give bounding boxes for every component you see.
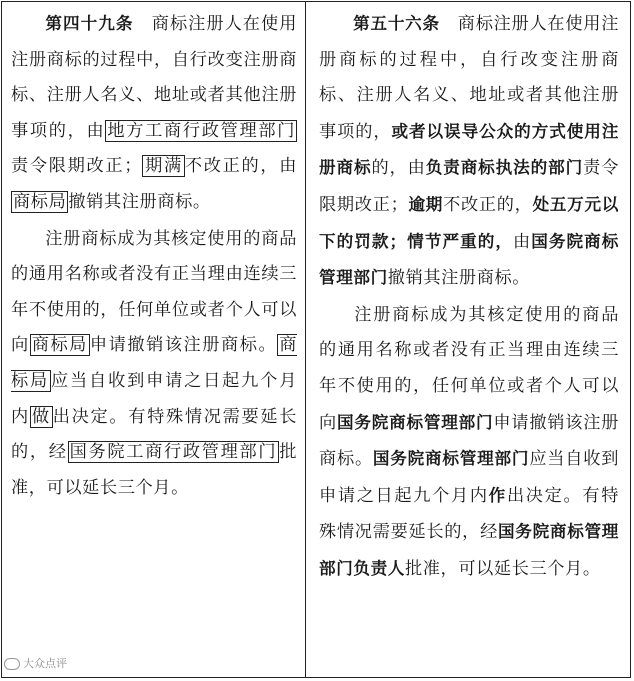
article-56-label: 第五十六条 (353, 14, 440, 33)
new-law-column (319, 6, 619, 588)
boxed-text: 做 (31, 406, 51, 427)
article-49-paragraph-1: 第四十九条 商标注册人在使用注册商标的过程中，自行改变注册商标、注册人名义、地址或者其他注册事项的，由 地方工商行政管理部门责令限期改正； 期满 不改正的，由商标局 撤销其注册商标。 (11, 14, 297, 212)
old-law-column (11, 6, 297, 506)
amended-text: 或者以误导公众的方式使用注册商标 (319, 121, 619, 178)
article-49-label: 第四十九条 (45, 14, 134, 33)
column-divider (305, 1, 306, 678)
article-56-paragraph-2: 注册商标成为其核定使用的商品的通用名称或者没有正当理由连续三年不使用的，任何单位或者个人可以向国务院商标管理部门申请撤销该注册商标。国务院商标管理部门应当自收到申请之日起九个月内作出决定。有特殊情况需要延长的，经国务院商标管理部门负责人批准，可以延长三个月。 (319, 304, 620, 579)
amended-text: 处五万元以下的罚款；情节严重的， (319, 194, 619, 251)
boxed-text: 商标局 (13, 191, 67, 212)
article-56-paragraph-1: 第五十六条 商标注册人在使用注册商标的过程中，自行改变注册商标、注册人名义、地址或者其他注册事项的，或者以误导公众的方式使用注册商标的，由负责商标执法的部门责令限期改正；逾期不改正的，处五万元以下的罚款；情节严重的，由国务院商标管理部门撤销其注册商标。 (319, 14, 619, 289)
article-49-paragraph-2: 注册商标成为其核定使用的商品的通用名称或者没有正当理由连续三年不使用的，任何单位或者个人可以向 商标局 申请撤销该注册商标。 商标局 应当自收到申请之日起九个月内 做 出决定。有特殊情况需要延长的，经 国务院工商行政管理部门 批准，可以延长三个月。 (11, 228, 297, 498)
boxed-text: 期满 (144, 156, 183, 177)
boxed-text: 商标局 (31, 335, 88, 356)
amended-text: 作 (488, 485, 507, 505)
boxed-text: 商标局 (11, 335, 297, 391)
amended-text: 负责商标执法的部门 (425, 158, 584, 178)
amended-text: 国务院商标管理部门 (319, 231, 619, 288)
boxed-text: 国务院工商行政管理部门 (69, 442, 278, 463)
amended-text: 国务院商标管理部门 (372, 449, 530, 469)
amended-text: 国务院商标管理部门 (336, 412, 494, 432)
amended-text: 国务院商标管理部门负责人 (319, 522, 619, 578)
amended-text: 逾期 (408, 194, 444, 214)
watermark: 大众点评 (4, 654, 67, 674)
watermark-logo-icon (4, 658, 20, 670)
boxed-text: 地方工商行政管理部门 (107, 120, 295, 141)
